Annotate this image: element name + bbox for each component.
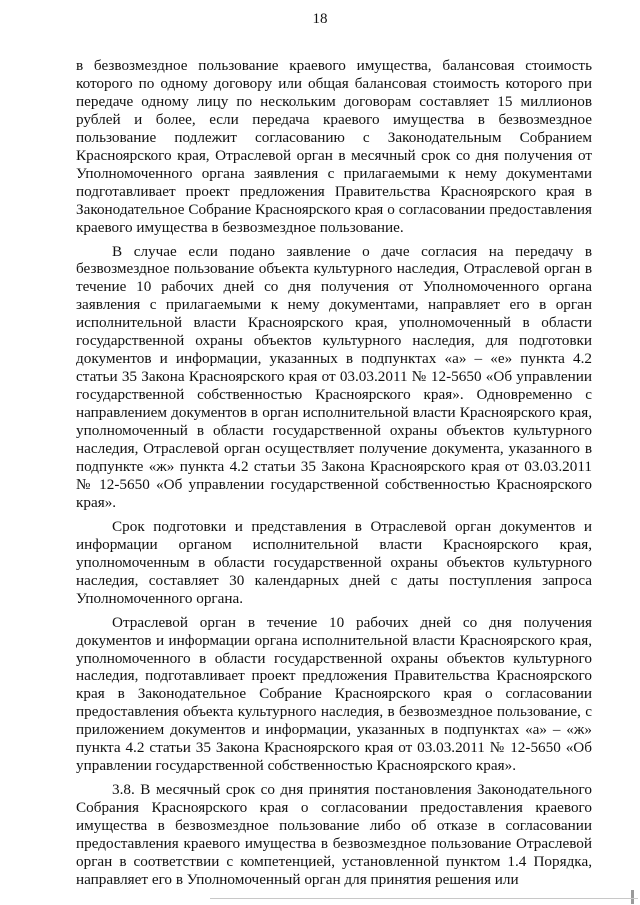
scan-edge-mark <box>631 890 634 904</box>
paragraph-preparation-deadline: Срок подготовки и представления в Отраслевой орган документов и информации органом исполнительной власти Красноярского края, уполномоченным в области государственной охраны объектов культурного наследия, составляет 30 календарных дней с даты поступления запроса Уполномоченного органа. <box>76 517 592 607</box>
paragraph-item-3-8: 3.8. В месячный срок со дня принятия постановления Законодательного Собрания Красноярского края о согласовании предоставления краевого имущества в безвозмездное пользование либо об отказе в согласовании предоставления краевого имущества в безвозмездное пользование Отраслевой орган в соответствии с компетенцией, установленной пунктом 1.4 Порядка, направляет его в Уполномоченный орган для принятия решения или <box>76 781 592 888</box>
page-number: 18 <box>312 11 328 27</box>
paragraph-continuation: в безвозмездное пользование краевого имущества, балансовая стоимость которого по одному договору или общая балансовая стоимость которого при передаче одному лицу по нескольким договорам составляет 15 миллионов рублей и более, если передача краевого имущества в безвозмездное пользование подлежит согласованию с Законодательным Собранием Красноярского края, Отраслевой орган в месячный срок со дня получения от Уполномоченного органа заявления с прилагаемыми к нему документами подготавливает проект предложения Правительства Красноярского края в Законодательное Собрание Красноярского края о согласовании предоставления краевого имущества в безвозмездное пользование. <box>76 57 592 236</box>
paragraph-government-proposal: Отраслевой орган в течение 10 рабочих дней со дня получения документов и информации органа исполнительной власти Красноярского края, уполномоченного в области государственной охраны объектов культурного наследия, подготавливает проект предложения Правительства Красноярского края в Законодательное Собрание Красноярского края о согласовании предоставления объекта культурного наследия, в безвозмездное пользование, с приложением документов и информации, указанных в подпунктах «а» – «ж» пункта 4.2 статьи 35 Закона Красноярского края от 03.03.2011 № 12-5650 «Об управлении государственной собственностью Красноярского края». <box>76 613 592 775</box>
scan-bottom-rule <box>210 898 638 899</box>
document-body <box>76 57 592 889</box>
paragraph-cultural-heritage-transfer: В случае если подано заявление о даче согласия на передачу в безвозмездное пользование объекта культурного наследия, Отраслевой орган в течение 10 рабочих дней со дня получения от Уполномоченного органа заявления с прилагаемыми к нему документами, направляет его в орган исполнительной власти Красноярского края, уполномоченный в области государственной охраны объектов культурного наследия, для подготовки документов и информации, указанных в подпунктах «а» – «е» пункта 4.2 статьи 35 Закона Красноярского края от 03.03.2011 № 12-5650 «Об управлении государственной собственностью Красноярского края». Одновременно с направлением документов в орган исполнительной власти Красноярского края, уполномоченный в области государственной охраны объектов культурного наследия, Отраслевой орган осуществляет получение документа, указанного в подпункте «ж» пункта 4.2 статьи 35 Закона Красноярского края от 03.03.2011 № 12-5650 «Об управлении государственной собственностью Красноярского края». <box>76 242 592 511</box>
